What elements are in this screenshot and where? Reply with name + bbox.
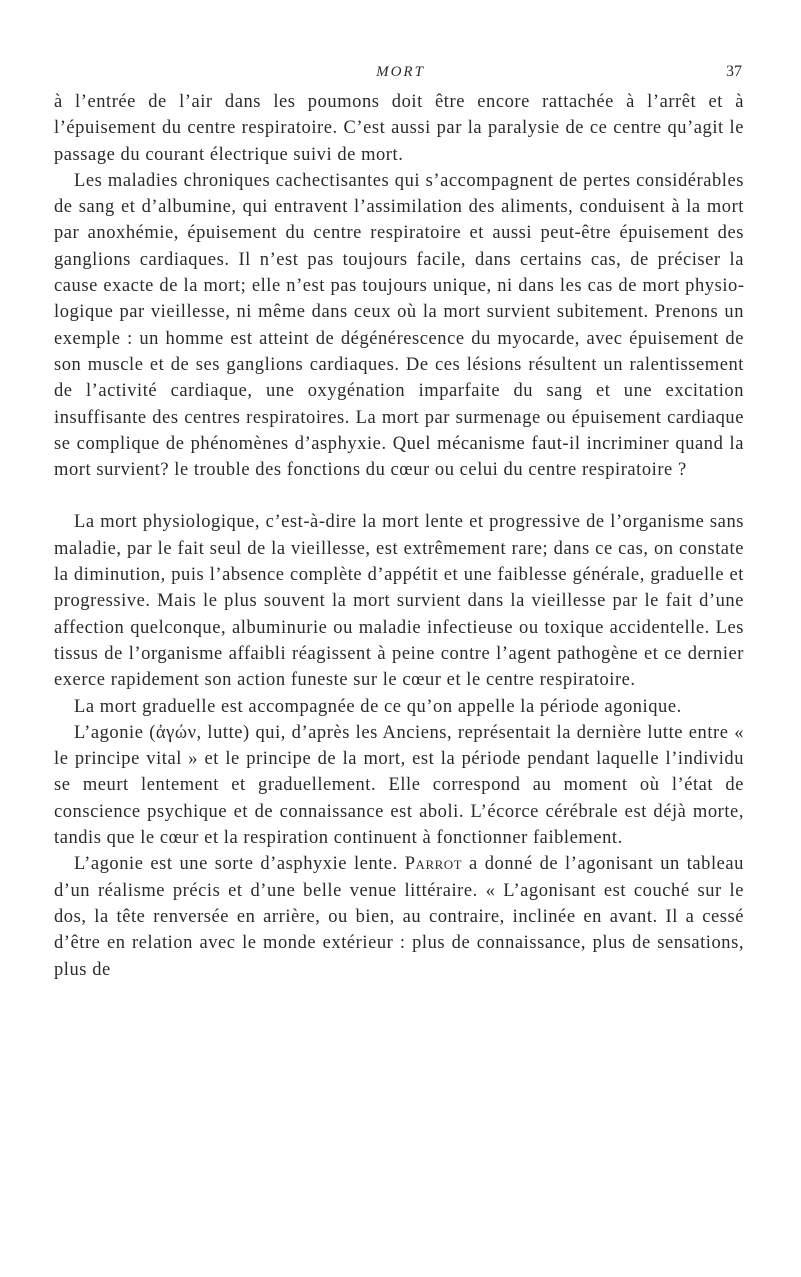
paragraph-chronic-diseases: Les maladies chroniques cachectisantes qui s’accompagnent de pertes considérables de sang et d’albumine, qui entravent l’assimilation des aliments, conduisent à la mort par anoxhémie, épuisement du centre respiratoire et aussi peut-être épuisement des ganglions cardiaques. Il n’est pas toujours facile, dans certains cas, de préciser la cause exacte de la mort; elle n’est pas toujours unique, ni dans les cas de mort physiologique par vieillesse, ni même dans ceux où la mort survient subitement. Prenons un exemple : un homme est atteint de dégénérescence du myocarde, avec épuisement de son muscle et de ses ganglions cardiaques. De ces lésions résultent un ralentissement de l’activité cardiaque, une oxygénation imparfaite du sang et une excitation insuffisante des centres respiratoires. La mort par surmenage ou épuisement cardiaque se complique de phénomènes d’asphyxie. Quel mécanisme faut-il incriminer quand la mort survient? le trouble des fonctions du cœur ou celui du centre respiratoire ? — [54, 170, 744, 481]
paragraph-continuation: à l’entrée de l’air dans les poumons doit être encore rattachée à l’arrêt et à l’épuisement du centre respiratoire. C’est aussi par la paralysie de ce centre qu’agit le passage du courant électrique suivi de mort. — [54, 92, 744, 165]
agony-sentence: L’agonie est une sorte d’asphyxie lente. — [74, 854, 398, 875]
agony-quote: a donné de l’agonisant un tableau d’un réalisme précis et d’une belle venue littéraire. « L’agonisant est couché sur le dos, la tête renversée en arrière, ou bien, au contraire, inclinée en avant. Il a cessé d’être en relation avec le monde extérieur : plus de connaissance, plus de sensations, plus de — [54, 854, 744, 980]
page-number: 37 — [726, 63, 742, 80]
body-text — [54, 89, 744, 983]
paragraph-physiological-death: La mort physiologique, c’est-à-dire la mort lente et progressive de l’organisme sans maladie, par le fait seul de la vieillesse, est extrêmement rare; dans ce cas, on constate la diminution, puis l’absence complète d’appétit et une faiblesse générale, graduelle et progressive. Mais le plus souvent la mort survient dans la vieillesse par le fait d’une affection quelconque, albuminurie ou maladie infectieuse ou toxique accidentelle. Les tissus de l’organisme affaibli réagissent à peine contre l’agent pathogène et ce dernier exerce rapidement son action funeste sur le cœur et le centre respiratoire. — [54, 512, 744, 691]
paragraph-agony-description — [54, 851, 744, 982]
paragraph-agonic-period: La mort graduelle est accompagnée de ce qu’on appelle la période agonique. — [74, 696, 682, 717]
running-title: MORT — [376, 64, 425, 80]
paragraph-agony-definition: L’agonie (ἀγών, lutte) qui, d’après les Anciens, représentait la dernière lutte entre « le principe vital » et le principe de la mort, est la période pendant laquelle l’individu se meurt lentement et graduellement. Elle correspond au moment où l’état de conscience psychique et de connaissance est aboli. L’écorce cérébrale est déjà morte, tandis que le cœur et la respiration continuent à fonctionner faiblement. — [54, 722, 744, 849]
page-header — [0, 61, 801, 85]
author-name: Parrot — [404, 854, 463, 875]
